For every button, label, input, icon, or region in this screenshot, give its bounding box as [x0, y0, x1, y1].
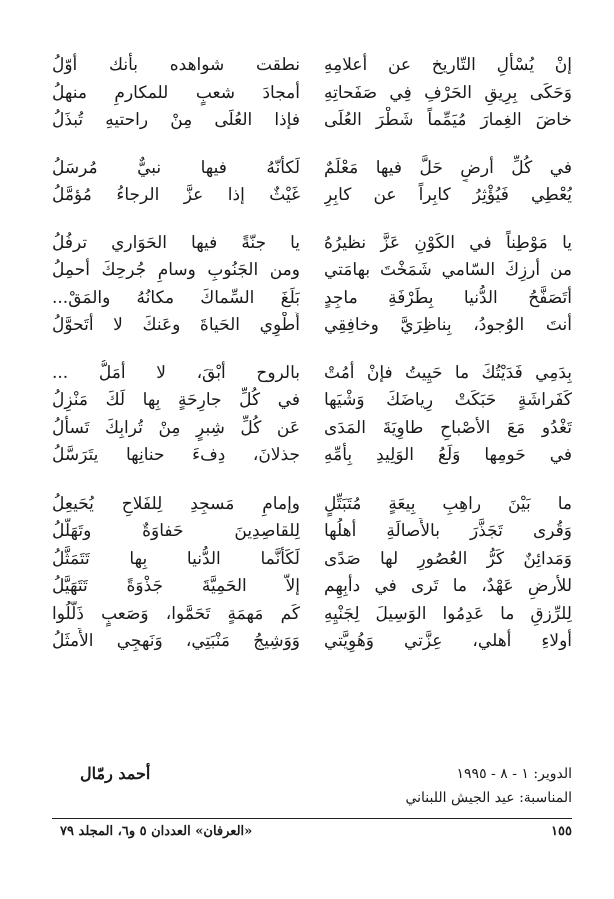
stanza-4 — [52, 360, 572, 470]
verse-first-hemistich: خاضَ الغِمارَ مُيَمِّماً شَطْرَ العُلَى — [324, 110, 572, 130]
verse-first-hemistich: أنتَ الوُجودُ، بِناظِرَيَّ وخافِقِي — [324, 315, 572, 335]
verse-second-hemistich: وَوَشِيجُ مَنْبَتِي، وَنَهجِي الأَمثَلُ — [52, 631, 300, 651]
verse-first-hemistich: إنْ يُسْأَلِ التّاريخ عن أعلامِهِ — [324, 55, 572, 75]
verse-second-hemistich: ومن الجَنُوبِ وسامِ جُرحِكَ أحمِلُ — [52, 260, 300, 280]
verse-second-hemistich: لَكأنّهُ فيها نبيٌّ مُرسَلُ — [52, 157, 300, 178]
poem-meta — [52, 762, 572, 812]
verse-first-hemistich: وَقُرى تَجَذَّرَ بالأَصالَةِ أهلُها — [324, 521, 572, 541]
verse-second-hemistich: لَكَأنَّما الدُّنيا بِها تَتَمَثَّلُ — [52, 548, 300, 569]
page-footer — [52, 824, 572, 846]
verse — [52, 182, 572, 210]
verse — [52, 107, 572, 135]
verse-second-hemistich: كَم مَهمَةٍ تَحَمَّوا، وَصَعبٍ ذَلَّلُوا — [52, 603, 300, 624]
stanza-gap — [52, 470, 572, 491]
verse-second-hemistich: أمجادَ شعبٍ للمكارمِ منهلُ — [52, 82, 300, 103]
stanza-1 — [52, 52, 572, 135]
verse-second-hemistich: عَن كُلِّ شِبرٍ مِنْ تُرابِكَ تَسأَلُ — [52, 417, 300, 438]
footer-divider — [52, 818, 572, 819]
verse-first-hemistich: أتَصَفَّحُ الدُّنيا بِطَرْفَةِ ماجِدٍ — [324, 287, 572, 308]
verse — [52, 230, 572, 258]
verse-first-hemistich: في كُلِّ أرضٍ حَلَّ فيها مَعْلَمٌ — [324, 157, 572, 178]
verse — [52, 360, 572, 388]
verse-second-hemistich: نطقت شواهده بأنك أوّلُ — [52, 55, 300, 75]
verse — [52, 573, 572, 601]
verse-second-hemistich: يا جنّةً فيها الحَوَاري ترفُلُ — [52, 232, 300, 253]
verse-first-hemistich: للأرضِ عَهْدٌ، ما تَرى في دأبِهِم — [324, 576, 572, 596]
verse-first-hemistich: ما بَيْنَ راهِبِ بِيعَةٍ مُتَبَتِّلٍ — [324, 493, 572, 514]
stanza-2 — [52, 155, 572, 210]
verse — [52, 52, 572, 80]
verse-first-hemistich: وَمَدائِنٌ كَرُّ العُصُورِ لها صَدًى — [324, 548, 572, 569]
verse-first-hemistich: في حَومِها وَلَعُ الوَلِيدِ بِأُمِّهِ — [324, 445, 572, 465]
stanza-3 — [52, 230, 572, 340]
verse-first-hemistich: من أرزِكَ السّامي شَمَخْتَ بهامَتي — [324, 260, 572, 280]
verse — [52, 518, 572, 546]
verse — [52, 387, 572, 415]
verse-second-hemistich: فإذا العُلَى مِنْ راحتيهِ تُبذَلُ — [52, 110, 300, 130]
verse-first-hemistich: أولاءِ أهلي، عِزَّتي وَهُوِيَّتي — [324, 631, 572, 651]
verse-second-hemistich: إلاّ الحَمِيَّةَ جَذْوَةً تَتَهَيَّلُ — [52, 576, 300, 596]
verse-second-hemistich: بَلَغَ السِّماكَ مكانُهُ والمَقْ... — [52, 287, 300, 308]
verse-second-hemistich: أُطْوِي الحَياةَ وعَنكَ لا أتَحوَّلُ — [52, 315, 300, 335]
verse-second-hemistich: وإمامِ مَسجِدِ لِلفَلاحِ يُحَيعِلُ — [52, 493, 300, 514]
verse — [52, 628, 572, 656]
verse — [52, 257, 572, 285]
verse — [52, 415, 572, 443]
journal-info: «العرفان» العددان ٥ و٦، المجلد ٧٩ — [60, 824, 253, 839]
verse-second-hemistich: في كُلِّ جارِحَةٍ بِها لَكَ مَنْزِلُ — [52, 390, 300, 410]
meta-details — [405, 762, 572, 810]
verse-second-hemistich: لِلقاصِدِينَ حَفاوَةٌ وتَهَلُّلُ — [52, 521, 300, 541]
verse — [52, 442, 572, 470]
verse-first-hemistich: بِدَمِي فَدَيْتُكَ ما حَيِيتُ فإنْ أمُتْ — [324, 362, 572, 383]
verse — [52, 546, 572, 574]
stanza-gap — [52, 340, 572, 360]
occasion-line: المناسبة: عيد الجيش اللبناني — [405, 790, 572, 806]
verse-first-hemistich: وَحَكَى بِرِيقِ الحَرْفِ فِي صَفَحاتِهِ — [324, 82, 572, 103]
verse-second-hemistich: جذلانَ، دِفءَ حنانِها يتَرَسَّلُ — [52, 445, 300, 465]
verse-first-hemistich: تَغْدُو مَعَ الأصْباحِ طاوِيَةَ المَدَى — [324, 417, 572, 438]
verse — [52, 491, 572, 519]
verse-second-hemistich: غَيْثٌ إذا عزَّ الرجاءُ مُؤمَّلُ — [52, 185, 300, 205]
verse — [52, 601, 572, 629]
verse — [52, 80, 572, 108]
verse-second-hemistich: بالروح أبْقَ، لا أمَلُّ ... — [52, 362, 300, 383]
verse-first-hemistich: كَفَراشَةٍ حَبَكَتْ رِياضَكَ وَشْيَها — [324, 390, 572, 410]
author-name: أحمد رمّال — [80, 764, 151, 783]
stanza-5 — [52, 491, 572, 656]
verse — [52, 155, 572, 183]
date-line: الدوير: ١ - ٨ - ١٩٩٥ — [456, 766, 572, 782]
verse-first-hemistich: يا مَوْطِناً في الكَوْنِ عَزَّ نظيرُهُ — [324, 232, 572, 253]
page-number: ١٥٥ — [551, 824, 572, 839]
stanza-gap — [52, 210, 572, 230]
verse — [52, 285, 572, 313]
verse — [52, 312, 572, 340]
verse-first-hemistich: لِلرِّزقِ ما عَدِمُوا الوَسِيلَ لِجَنْيِهِ — [324, 603, 572, 624]
verse-first-hemistich: يُعْطِي فَيُؤْثِرُ كابِراً عن كابِرِ — [324, 185, 572, 205]
stanza-gap — [52, 135, 572, 155]
poem — [52, 52, 572, 656]
